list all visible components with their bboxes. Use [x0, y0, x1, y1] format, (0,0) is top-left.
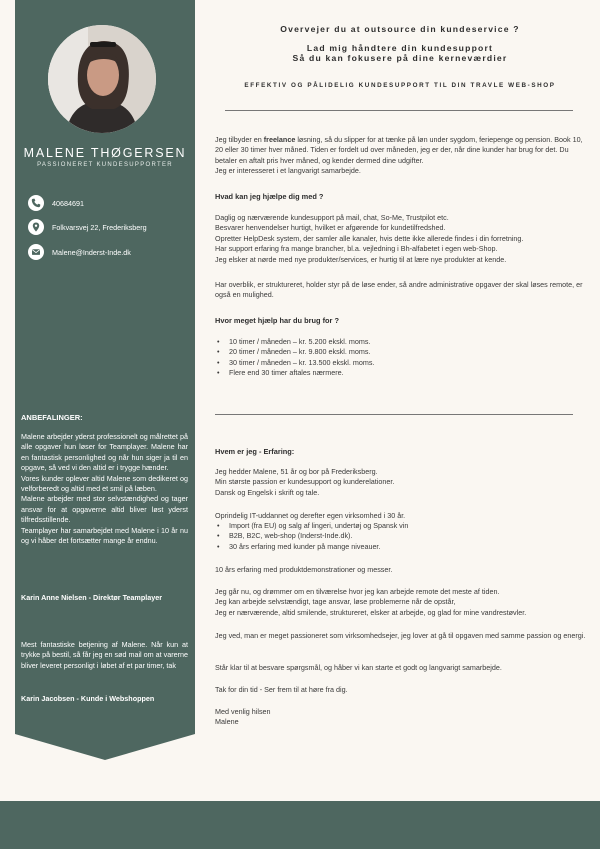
profile-name: MALENE THØGERSEN: [23, 146, 187, 160]
experience-demo: 10 års erfaring med produktdemonstrationer og messer.: [215, 565, 393, 574]
experience-believe: Jeg ved, man er meget passioneret som virksomhedsejer, jeg lover at gå til opgaven med samme passion og energi.: [215, 631, 586, 640]
experience-item: • 30 års erfaring med kunder på mange niveauer.: [215, 542, 408, 552]
pricing-item: • 30 timer / måneden – kr. 13.500 ekskl. moms.: [215, 358, 374, 368]
recommendations-title: ANBEFALINGER:: [21, 413, 83, 422]
pricing-item: • Flere end 30 timer aftales nærmere.: [215, 368, 374, 378]
footer-band: [0, 801, 600, 849]
sidebar: [15, 0, 195, 760]
divider: [215, 414, 573, 415]
recommendation-paragraph: Malene arbejder yderst professionelt og målrettet på alle opgaver hun løser for Teamplayer. Malene har en fantastisk personlighed og når hun siger ja til en opgave, så ved vi den altid er i trygge hænder.: [21, 432, 188, 473]
closing-signature: Malene: [215, 717, 239, 727]
divider: [225, 110, 573, 111]
contact-address: [28, 219, 198, 235]
contact-email-text[interactable]: Malene@Inderst-Inde.dk: [52, 247, 131, 257]
recommendation-author: Karin Anne Nielsen - Direktør Teamplayer: [21, 593, 162, 602]
experience-item: • Import (fra EU) og salg af lingeri, undertøj og Spansk vin: [215, 521, 408, 531]
experience-thanks: Tak for din tid - Ser frem til at høre fra dig.: [215, 685, 348, 694]
phone-icon: [28, 195, 44, 211]
mail-icon: [28, 244, 44, 260]
recommendation-paragraph: Teamplayer har samarbejdet med Malene i 10 år nu og vi håber det fortsætter mange år endnu.: [21, 525, 188, 546]
experience-title: Hvem er jeg - Erfaring:: [215, 447, 295, 456]
recommendation-paragraph: Malene arbejder med stor selvstændighed og tager ansvar for at opgaverne altid bliver løst yderst tilfredsstillende.: [21, 494, 188, 525]
experience-dream: Jeg går nu, og drømmer om en tilværelse hvor jeg kan arbejde remote det meste af tiden. Jeg kan arbejde selvstændigt, tage ansvar, løse problemerne når de opstår, Jeg er nærværende, altid smilende, struktureret, elsker at arbejde, og glad for mine vandrestøvler.: [215, 587, 527, 617]
recommendation-author: Karin Jacobsen - Kunde i Webshoppen: [21, 694, 155, 703]
pricing-list: [215, 337, 374, 379]
headline-offer: Lad mig håndtere din kundesupport: [306, 43, 494, 53]
contact-phone-text: 40684691: [52, 198, 84, 208]
intro-paragraph: Jeg tilbyder en freelance løsning, så du slipper for at tænke på løn under sygdom, feriepenge og pension. Book 10, 20 eller 30 timer hver måned. Tiden er fordelt ud over måneden, jeg er der, når dine kunder har brug for det. Du betaler en aftalt pris hver måned, og kender dermed dine udgifter. Jeg er interesseret i et langvarigt samarbejde.: [215, 135, 583, 176]
contact-phone: [28, 195, 198, 211]
profile-photo: [48, 25, 156, 133]
recommendation-paragraph: Vores kunder oplever altid Malene som dedikeret og velforberedt og altid med et smil på læben.: [21, 473, 188, 494]
contact-address-text: Folkvarsvej 22, Frederiksberg: [52, 222, 147, 232]
location-pin-icon: [28, 219, 44, 235]
experience-item: • B2B, B2C, web-shop (Inderst-Inde.dk).: [215, 531, 408, 541]
help-extra: Har overblik, er struktureret, holder styr på de løse ender, så andre administrative opgaver der skal løses remote, er også en mulighed.: [215, 280, 583, 300]
experience-about: Jeg hedder Malene, 51 år og bor på Frederiksberg. Min største passion er kundesupport og kunderelationer. Dansk og Engelsk i skrift og tale.: [215, 467, 395, 497]
experience-list: [215, 521, 408, 552]
experience-origin: Oprindelig IT-uddannet og derefter egen virksomhed i 30 år.: [215, 511, 406, 520]
profile-role: PASSIONERET KUNDESUPPORTER: [37, 162, 173, 168]
recommendation-teamplayer: [21, 432, 188, 546]
headline-focus: Så du kan fokusere på dine kerneværdier: [292, 53, 508, 63]
experience-ready: Står klar til at besvare spørgsmål, og håber vi kan starte et godt og langvarigt samarbejde.: [215, 663, 502, 672]
recommendation-webshop: Mest fantastiske betjening af Malene. Når kun at trykke på bestil, så får jeg en sød mail om at varerne bliver leveret personligt i løbet af et par timer, tak: [21, 640, 188, 670]
help-title: Hvad kan jeg hjælpe dig med ?: [215, 192, 324, 201]
help-list: Daglig og nærværende kundesupport på mail, chat, So-Me, Trustpilot etc. Besvarer henvendelser hurtigt, hvilket er afgørende for kundetilfredshed. Opretter HelpDesk system, der samler alle kanaler, hvis dette ikke allerede findes i din forretning. Har support erfaring fra mange brancher, bl.a. vejledning i Bh-alfabetet i egen web-Shop. Jeg elsker at nørde med nye produkter/services, er hurtig til at lære nye produkter at kende.: [215, 213, 524, 264]
pricing-item: • 20 timer / måneden – kr. 9.800 ekskl. moms.: [215, 347, 374, 357]
tagline: EFFEKTIV OG PÅLIDELIG KUNDESUPPORT TIL DIN TRAVLE WEB-SHOP: [244, 82, 556, 89]
headline-question: Overvejer du at outsource din kundeservice ?: [280, 24, 520, 34]
contact-email: [28, 244, 198, 260]
closing-regards: Med venlig hilsen: [215, 707, 271, 716]
pricing-title: Hvor meget hjælp har du brug for ?: [215, 316, 340, 325]
closing: [215, 707, 587, 728]
pricing-item: • 10 timer / måneden – kr. 5.200 ekskl. moms.: [215, 337, 374, 347]
